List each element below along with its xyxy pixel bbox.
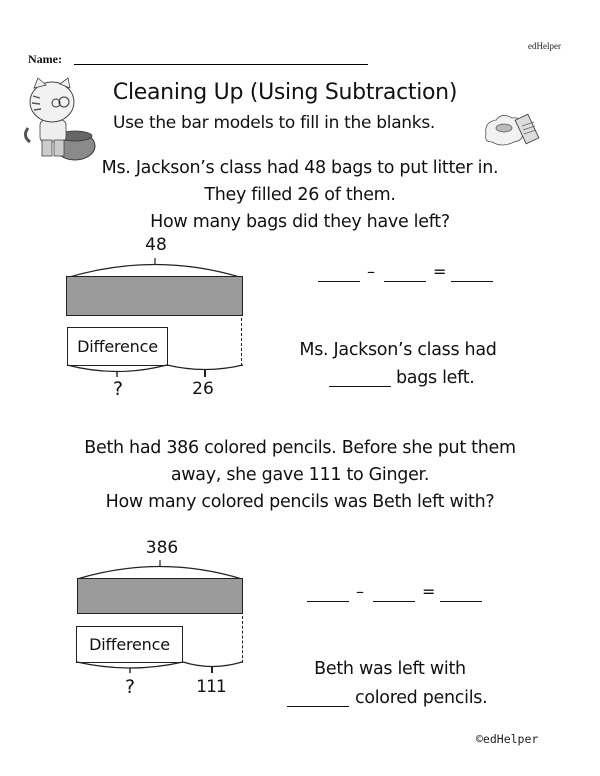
equals-sign: = — [422, 582, 436, 601]
equation-blank-minuend[interactable] — [318, 281, 360, 282]
answer-sentence-line-1: Beth was left with — [314, 659, 466, 679]
unknown-part-label: ? — [112, 378, 124, 400]
question-line: Beth had 386 colored pencils. Before she put them — [84, 438, 516, 458]
bar-total-brace — [77, 558, 243, 580]
minus-sign: – — [367, 262, 375, 281]
name-label: Name: — [28, 52, 62, 66]
equation-blank-minuend[interactable] — [307, 601, 349, 602]
problem-2-question — [20, 435, 580, 516]
bar-total-label: 386 — [145, 538, 179, 558]
known-part-label: 26 — [192, 379, 214, 399]
part-braces — [76, 661, 244, 675]
worksheet-instructions: Use the bar models to fill in the blanks. — [112, 113, 435, 133]
bar-whole — [77, 578, 243, 614]
minus-sign: – — [356, 582, 364, 601]
question-line: away, she gave 111 to Ginger. — [170, 465, 430, 485]
unknown-part-label: ? — [124, 676, 136, 698]
answer-blank[interactable] — [329, 386, 391, 387]
difference-box: Difference — [67, 327, 168, 366]
name-field[interactable] — [74, 64, 368, 65]
question-line: Ms. Jackson’s class had 48 bags to put litter in. — [101, 158, 499, 178]
difference-box: Difference — [76, 626, 183, 663]
equation-blank-subtrahend[interactable] — [384, 281, 426, 282]
brand-mark: edHelper — [528, 41, 561, 51]
equation-blank-difference[interactable] — [440, 601, 482, 602]
bar-total-label: 48 — [145, 235, 167, 255]
litter-pile-icon — [482, 108, 554, 150]
equation-blank-subtrahend[interactable] — [373, 601, 415, 602]
bar-part-divider — [242, 616, 243, 663]
question-line: How many colored pencils was Beth left with? — [105, 492, 495, 512]
part-braces — [66, 364, 244, 378]
equation-blank-difference[interactable] — [451, 281, 493, 282]
problem-1-question — [40, 155, 560, 236]
answer-sentence-line-1: Ms. Jackson’s class had — [299, 340, 497, 360]
answer-sentence-line-2: colored pencils. — [355, 688, 488, 708]
worksheet-title: Cleaning Up (Using Subtraction) — [112, 80, 458, 105]
copyright-notice: ©edHelper — [476, 732, 539, 746]
bar-part-divider — [241, 318, 242, 366]
answer-sentence-line-2: bags left. — [396, 368, 475, 388]
known-part-label: 111 — [196, 677, 226, 697]
answer-blank[interactable] — [287, 706, 349, 707]
equals-sign: = — [433, 262, 447, 281]
question-line: How many bags did they have left? — [150, 212, 450, 232]
question-line: They filled 26 of them. — [204, 185, 396, 205]
bar-whole — [66, 276, 243, 316]
